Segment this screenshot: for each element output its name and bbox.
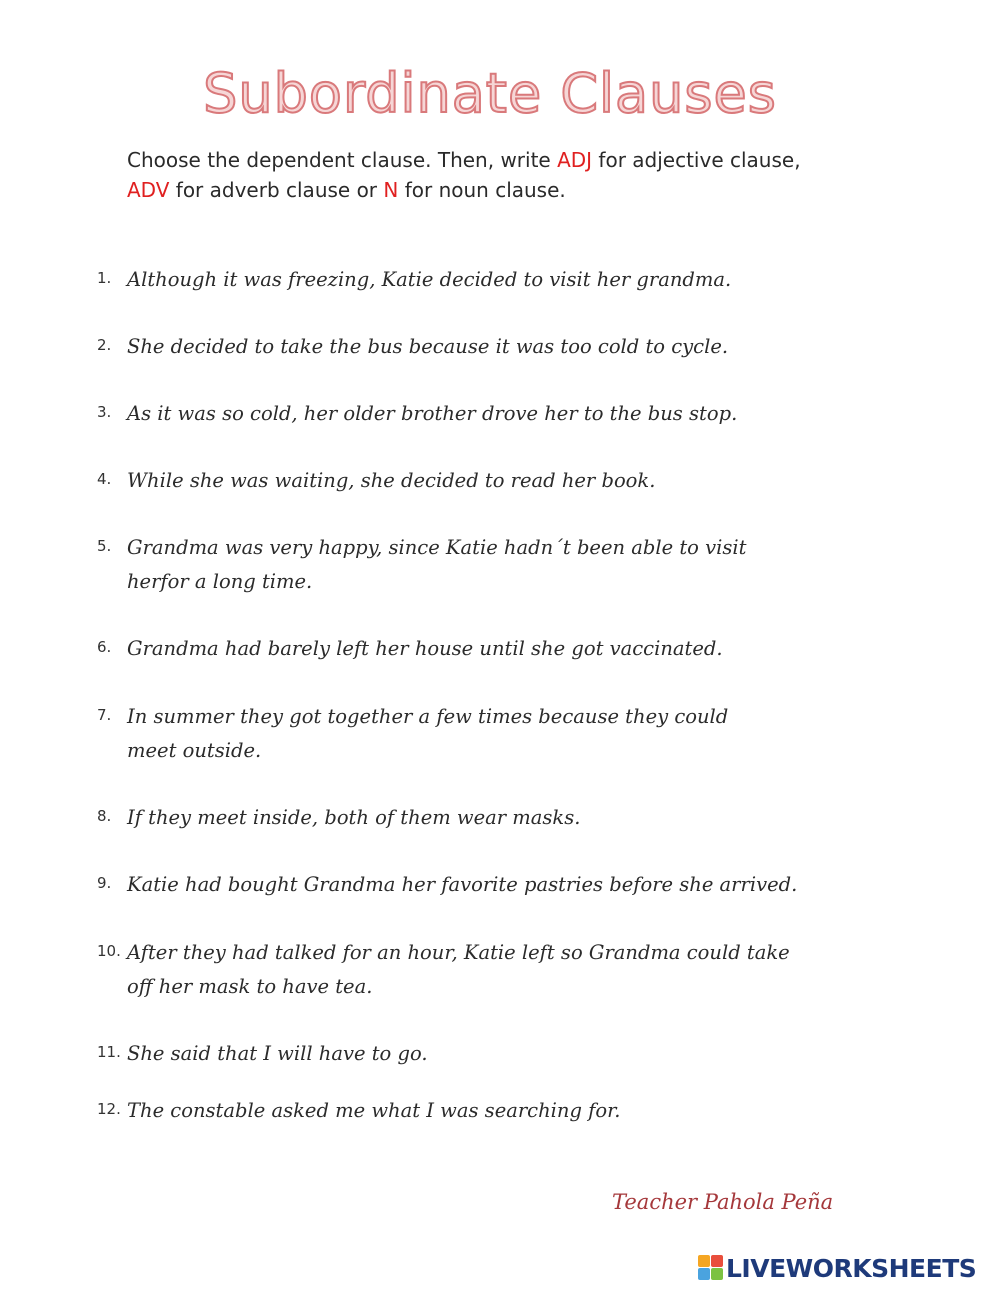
teacher-signature: Teacher Pahola Peña [612, 1190, 834, 1214]
item-number: 10. [97, 942, 121, 960]
brand-name: LIVEWORKSHEETS [726, 1253, 977, 1283]
item-sentence[interactable]: In summer they got together a few times because they could meet outside. [127, 705, 729, 762]
item-number: 1. [97, 269, 112, 287]
item-number: 12. [97, 1100, 121, 1118]
instructions-text-1: Choose the dependent clause. Then, write [127, 148, 558, 172]
page-title: Subordinate Clauses [203, 62, 777, 125]
instructions [127, 145, 927, 205]
item-number: 8. [97, 807, 112, 825]
item-number: 9. [97, 874, 112, 892]
item-number: 3. [97, 403, 112, 421]
instructions-text-4: for noun clause. [398, 178, 566, 202]
item-number: 5. [97, 537, 112, 555]
item-number: 7. [97, 706, 112, 724]
item-sentence[interactable]: Katie had bought Grandma her favorite pastries before she arrived. [127, 873, 798, 896]
instructions-text-2: for adjective clause, [592, 148, 801, 172]
liveworksheets-logo[interactable] [698, 1252, 976, 1284]
item-sentence[interactable]: As it was so cold, her older brother drove her to the bus stop. [127, 402, 738, 425]
item-sentence[interactable]: She said that I will have to go. [127, 1042, 428, 1065]
item-sentence[interactable]: She decided to take the bus because it was too cold to cycle. [127, 335, 729, 358]
liveworksheets-icon [698, 1255, 724, 1281]
item-sentence[interactable]: Grandma had barely left her house until she got vaccinated. [127, 637, 723, 660]
item-sentence[interactable]: If they meet inside, both of them wear masks. [127, 806, 581, 829]
instructions-text-3: for adverb clause or [169, 178, 384, 202]
item-number: 2. [97, 336, 112, 354]
keyword-n: N [383, 178, 399, 202]
item-number: 11. [97, 1043, 121, 1061]
item-sentence[interactable]: After they had talked for an hour, Katie left so Grandma could take off her mask to have tea. [127, 941, 790, 998]
item-number: 6. [97, 638, 112, 656]
item-sentence[interactable]: While she was waiting, she decided to read her book. [127, 469, 656, 492]
item-sentence[interactable]: Grandma was very happy, since Katie hadn´t been able to visit herfor a long time. [127, 536, 747, 593]
item-sentence[interactable]: Although it was freezing, Katie decided to visit her grandma. [127, 268, 732, 291]
item-number: 4. [97, 470, 112, 488]
keyword-adj: ADJ [557, 148, 593, 172]
item-sentence[interactable]: The constable asked me what I was searching for. [127, 1099, 621, 1122]
keyword-adv: ADV [127, 178, 170, 202]
